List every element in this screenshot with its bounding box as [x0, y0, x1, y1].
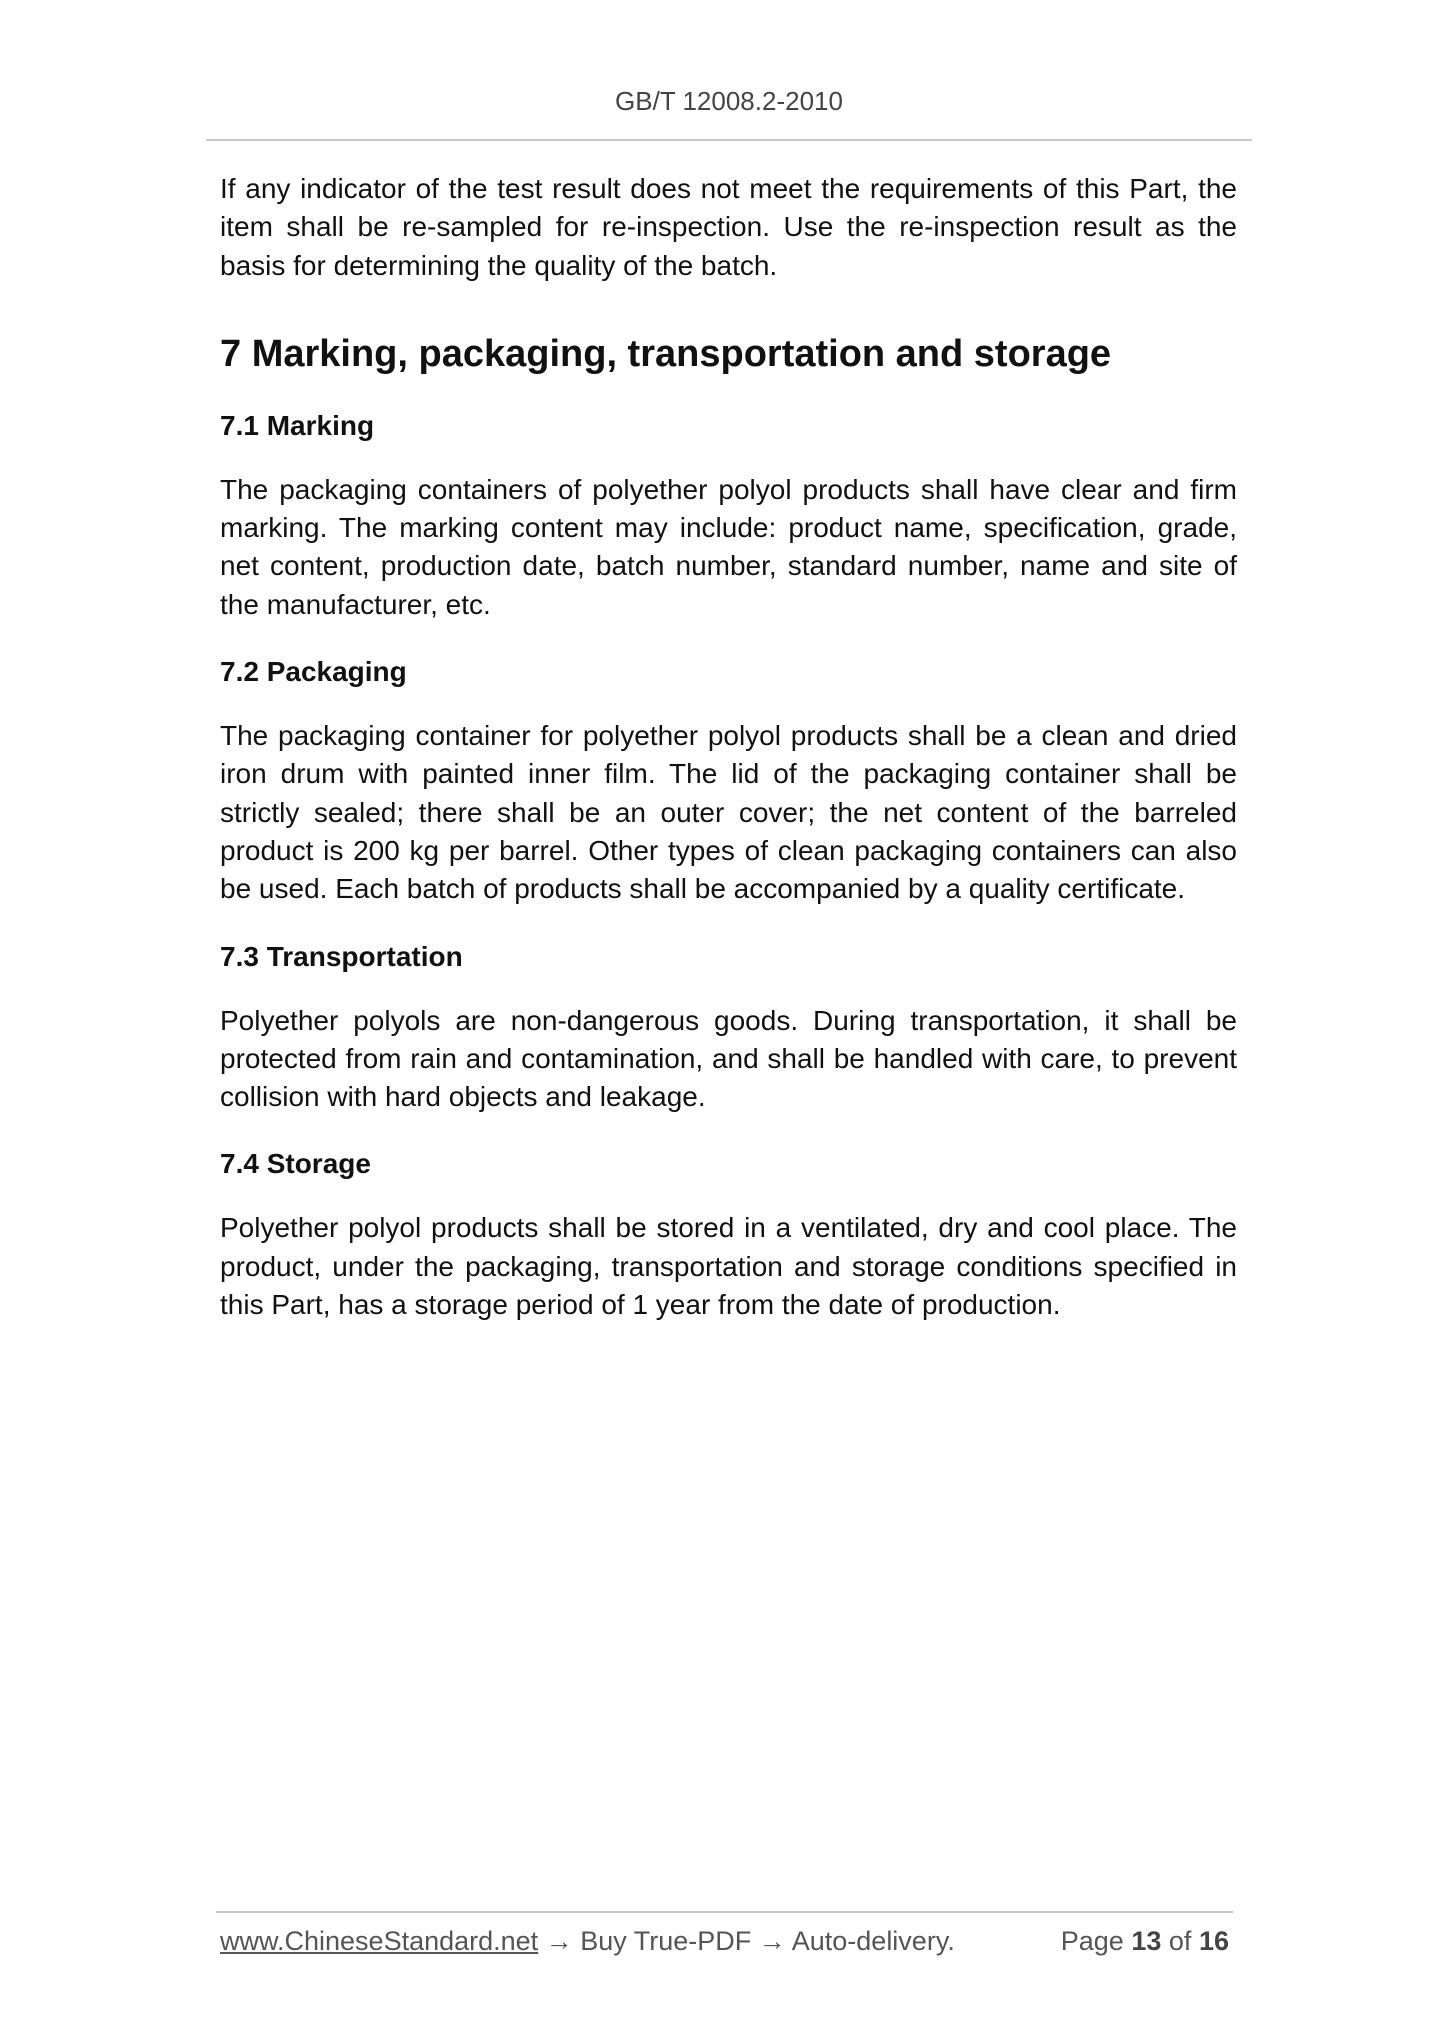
subsection-7-2-heading: 7.2 Packaging — [220, 656, 407, 688]
subsection-7-2-text: The packaging container for polyether polyol products shall be a clean and dried iron drum with painted inner film. The lid of the packaging container shall be strictly sealed; there shall be an outer cover; the net content of the barreled product is 200 kg per barrel. Other types of clean packaging containers can also be used. Each batch of products shall be accompanied by a quality certificate. — [220, 720, 1237, 905]
subsection-7-1-heading: 7.1 Marking — [220, 409, 375, 441]
page-number — [1061, 1926, 1229, 1957]
subsection-7-1-text: The packaging containers of polyether polyol products shall have clear and firm marking. The marking content may include: product name, specification, grade, net content, production date, batch number, standard number, name and site of the manufacturer, etc. — [220, 473, 1237, 620]
subsection-7-4-heading: 7.4 Storage — [220, 1148, 371, 1180]
subsection-7-3-text: Polyether polyols are non-dangerous goods. During transportation, it shall be protected from rain and contamination, and shall be handled with care, to prevent collision with hard objects and leakage. — [220, 1004, 1237, 1113]
footer-divider — [216, 1911, 1233, 1913]
intro-paragraph: If any indicator of the test result does not meet the requirements of this Part, the item shall be re-sampled for re-inspection. Use the re-inspection result as the basis for determining the quality of the batch. — [220, 173, 1237, 281]
subsection-7-3-heading: 7.3 Transportation — [220, 940, 463, 972]
page-body — [220, 170, 1237, 1324]
subsection-7-4-text: Polyether polyol products shall be stored in a ventilated, dry and cool place. The product, under the packaging, transportation and storage conditions specified in this Part, has a storage period of 1 year from the date of production. — [220, 1212, 1237, 1321]
of-label: of — [1168, 1926, 1192, 1956]
running-header: GB/T 12008.2-2010 — [615, 86, 843, 116]
page-footer — [220, 1926, 1233, 1966]
section-7-heading: 7 Marking, packaging, transportation and storage — [220, 332, 1112, 375]
header-divider — [206, 139, 1252, 141]
page-label: Page — [1060, 1926, 1124, 1956]
page-total: 16 — [1198, 1926, 1229, 1956]
footer-promo — [220, 1926, 955, 1957]
page-current: 13 — [1131, 1926, 1162, 1956]
website-link[interactable]: www.ChineseStandard.net — [220, 1926, 539, 1956]
footer-tagline: → Buy True-PDF → Auto-delivery. — [538, 1926, 955, 1956]
